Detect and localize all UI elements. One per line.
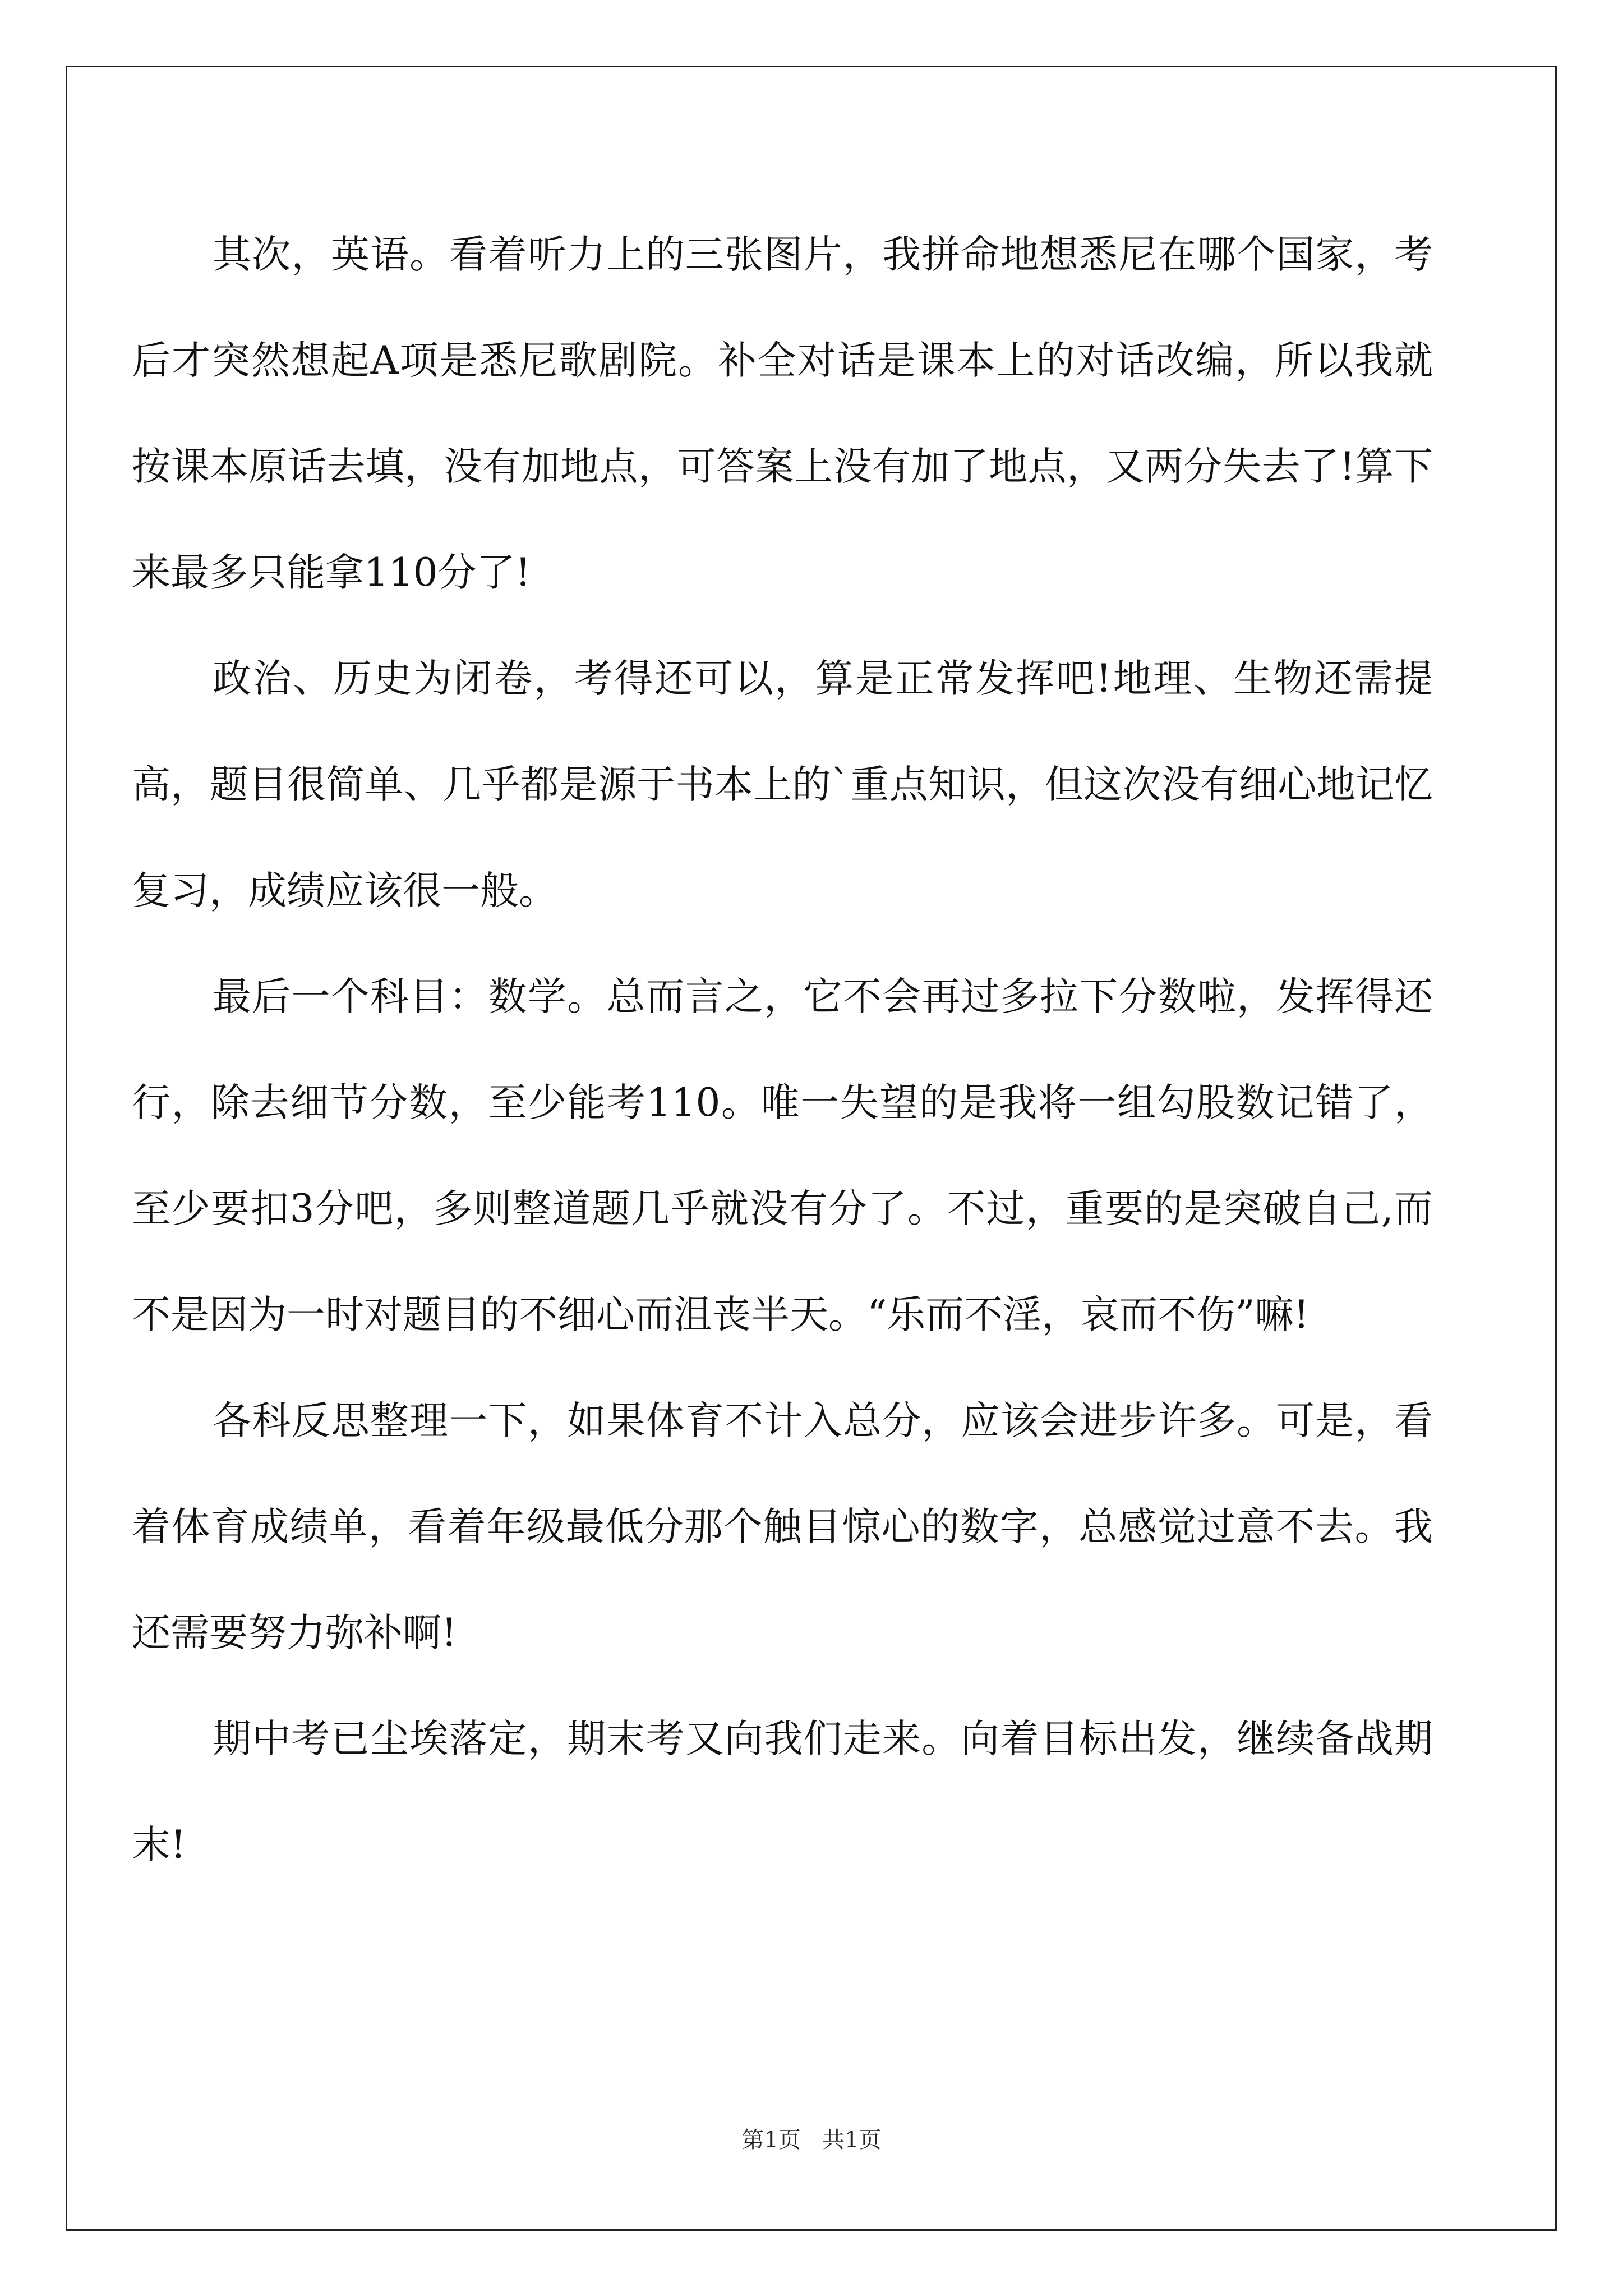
document-body xyxy=(132,202,1433,1898)
paragraph-math: 最后一个科目：数学。总而言之，它不会再过多拉下分数啦，发挥得还行，除去细节分数，至少能考110。唯一失望的是我将一组勾股数记错了，至少要扣3分吧，多则整道题几乎就没有分了。不过，重要的是突破自己,而不是因为一时对题目的不细心而沮丧半天。“乐而不淫，哀而不伤”嘛! xyxy=(132,974,1433,1337)
page-footer: 第1页 共1页 xyxy=(741,2127,882,2153)
paragraph-english: 其次，英语。看着听力上的三张图片，我拼命地想悉尼在哪个国家，考后才突然想起A项是悉尼歌剧院。补全对话是课本上的对话改编，所以我就按课本原话去填，没有加地点，可答案上没有加了地点，又两分失去了!算下来最多只能拿110分了! xyxy=(132,232,1433,595)
paragraph-politics-history: 政治、历史为闭卷，考得还可以，算是正常发挥吧!地理、生物还需提高，题目很简单、几乎都是源于书本上的`重点知识，但这次没有细心地记忆复习，成绩应该很一般。 xyxy=(132,656,1433,913)
paragraph-reflection: 各科反思整理一下，如果体育不计入总分，应该会进步许多。可是，看着体育成绩单，看着年级最低分那个触目惊心的数字，总感觉过意不去。我还需要努力弥补啊! xyxy=(132,1398,1433,1655)
paragraph-conclusion: 期中考已尘埃落定，期末考又向我们走来。向着目标出发，继续备战期末! xyxy=(132,1717,1433,1867)
